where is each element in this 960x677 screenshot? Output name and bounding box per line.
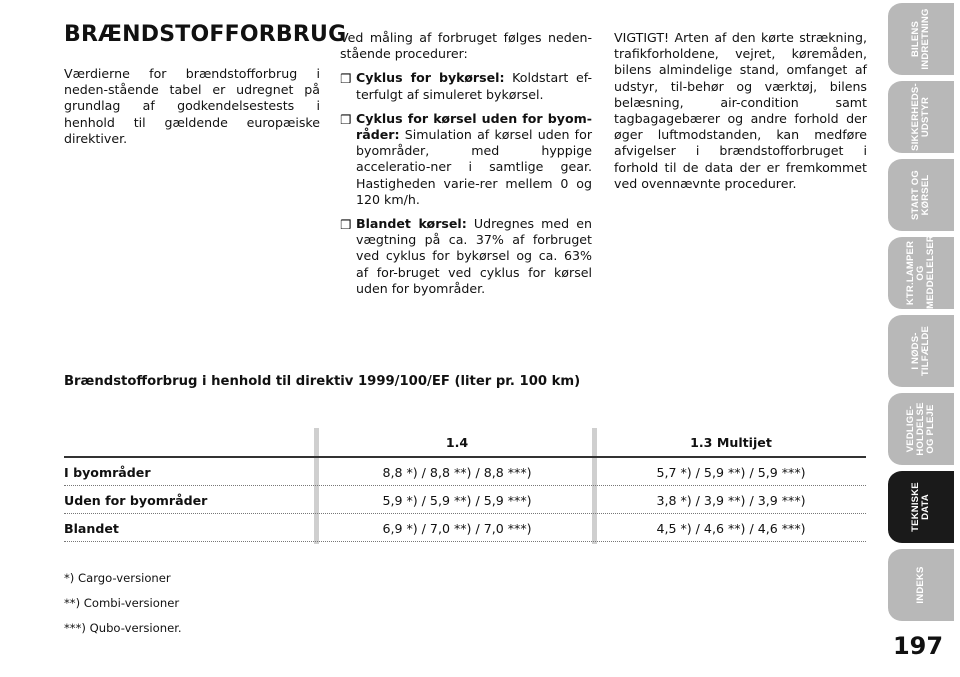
bullet-combined-cycle [340,216,592,297]
checkbox-icon: ❒ [340,71,352,87]
tab-label: START OG KØRSEL [910,170,931,220]
procedure-intro: Ved måling af forbruget følges neden-stående procedurer: [340,30,592,62]
bullet-text: Simulation af kørsel uden for byområder, med hyppige acceleratio-ner i samtlige gear. Hastigheden varie-rer mellem 0 og 120 km/h. [356,127,592,207]
intro-column [64,66,320,147]
row-label: I byområder [64,465,151,480]
tab-vedligeholdelse[interactable] [888,392,954,466]
tab-label: BILENS INDRETNING [910,8,931,70]
bullet-lead: Cyklus for bykørsel: [356,70,505,86]
tab-bilens-indretning[interactable] [888,2,954,76]
table-row [64,514,866,542]
chapter-tabs [888,0,960,677]
table-row [64,458,866,486]
consumption-table [64,428,866,542]
tab-tekniske-data[interactable] [888,470,954,544]
cell-value: 8,8 *) / 8,8 **) / 8,8 ***) [382,465,532,480]
tab-ktr-lamper[interactable] [888,236,954,310]
bullet-text: Koldstart ef-terfulgt af simuleret bykørsel. [356,70,592,102]
table-header-row [64,428,866,458]
tab-indeks[interactable] [888,548,954,622]
tab-label: I NØDS- TILFÆLDE [910,325,931,377]
tab-label: INDEKS [915,566,926,604]
cell-value: 5,9 *) / 5,9 **) / 5,9 ***) [382,493,532,508]
important-column [614,30,867,192]
header-engine-multijet: 1.3 Multijet [690,435,772,450]
footnote-qubo: ***) Qubo-versioner. [64,621,182,635]
bullet-extra-urban-cycle [340,111,592,208]
important-note: VIGTIGT! Arten af den kørte strækning, trafikforholdene, vejret, køremåden, bilens almindelige stand, omfanget af udstyr, til-behør og værktøj, bilens belæsning, air-condition samt tagbagagebærer og andre forhold der øger luftmodstanden, kan medføre afvigelser i brændstofforbruget i forhold til de data der er fremkommet ved ovennævnte procedurer. [614,30,867,191]
bullet-city-cycle [340,70,592,102]
cell-value: 3,8 *) / 3,9 **) / 3,9 ***) [656,493,806,508]
checkbox-icon: ❒ [340,217,352,233]
intro-paragraph: Værdierne for brændstofforbrug i neden-stående tabel er udregnet på grundlag af godkendelsestests i henhold til gældende europæiske direktiver. [64,66,320,146]
bullet-lead: Blandet kørsel: [356,216,467,232]
footnote-cargo: *) Cargo-versioner [64,571,171,585]
header-engine-1-4: 1.4 [445,435,469,450]
page-title: BRÆNDSTOFFORBRUG [64,22,347,47]
tab-label: KTR.LAMPER OG MEDDELELSER [905,235,936,309]
table-row [64,486,866,514]
tab-label: TEKNISKE DATA [910,482,931,532]
row-rule [64,541,866,542]
bullet-lead: Cyklus for kørsel uden for byom-råder: [356,110,592,143]
bullet-text: Udregnes med en vægtning på ca. 37% af forbruget ved cyklus for bykørsel og ca. 63% af for-bruget ved cyklus for kørsel uden for byområder. [356,216,592,296]
tab-label: SIKKERHEDS- UDSTYR [910,83,931,151]
tab-start-og-korsel[interactable] [888,158,954,232]
row-label: Blandet [64,521,119,536]
cell-value: 6,9 *) / 7,0 **) / 7,0 ***) [382,521,532,536]
tab-sikkerhedsudstyr[interactable] [888,80,954,154]
tab-i-nodstilfaelde[interactable] [888,314,954,388]
row-label: Uden for byområder [64,493,208,508]
page-number: 197 [892,632,944,660]
cell-value: 5,7 *) / 5,9 **) / 5,9 ***) [656,465,806,480]
table-title: Brændstofforbrug i henhold til direktiv 1999/100/EF (liter pr. 100 km) [64,374,581,389]
cell-value: 4,5 *) / 4,6 **) / 4,6 ***) [656,521,806,536]
checkbox-icon: ❒ [340,111,352,127]
footnote-combi: **) Combi-versioner [64,596,180,610]
procedure-column [340,30,592,297]
tab-label: VEDLIGE- HOLDELSE OG PLEJE [905,402,936,456]
footnotes [64,566,182,641]
